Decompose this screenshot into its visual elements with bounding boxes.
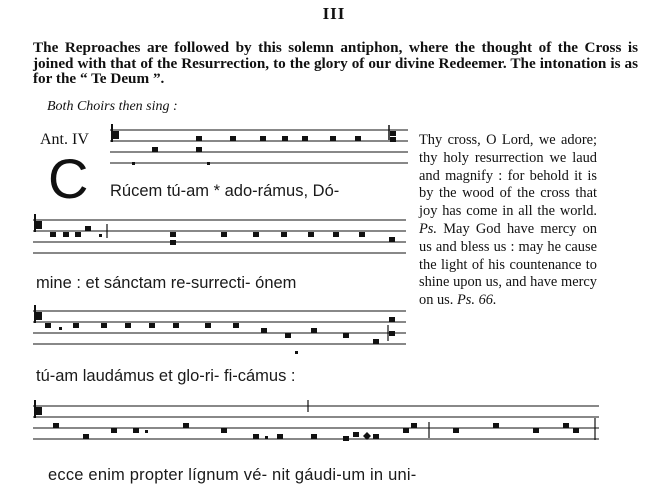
intro-paragraph: The Reproaches are followed by this solemn antiphon, where the thought of the Cross is joined with that of the Resurrection, to the glory of our divine Redeemer. The intonation is as for the “ Te Deum ”. — [33, 39, 638, 87]
psalm-label: Ps. — [419, 220, 437, 237]
chant-staff-2 — [33, 212, 408, 262]
lyric-line-3: tú-am laudámus et glo-ri- fi-cámus : — [36, 367, 296, 385]
lyric-line-4: ecce enim propter lígnum vé- nit gáudi-um in uni- — [48, 466, 417, 484]
antiphon-label: Ant. IV — [40, 131, 89, 148]
chant-staff-4 — [33, 398, 601, 452]
translation-text: Thy cross, O Lord, we adore; thy holy resurrection we laud and magnify : for behold it is by the wood of the cross that joy has come in all the world. — [419, 132, 597, 220]
section-numeral: III — [322, 4, 346, 23]
chant-staff-3 — [33, 303, 408, 355]
translation-column — [419, 132, 597, 310]
rubric: Both Choirs then sing : — [47, 99, 178, 114]
initial-letter: C — [48, 147, 89, 210]
chant-staff-1 — [110, 122, 410, 172]
lyric-line-2: mine : et sánctam re-surrecti- ónem — [36, 274, 297, 292]
psalm-text: May God have mercy on us and bless us : may he cause the light of his countenance to shine upon us, and have mercy on us. — [419, 220, 597, 309]
psalm-reference: Ps. 66. — [457, 292, 497, 309]
lyric-line-1: Rúcem tú-am * ado-rámus, Dó- — [110, 182, 340, 200]
